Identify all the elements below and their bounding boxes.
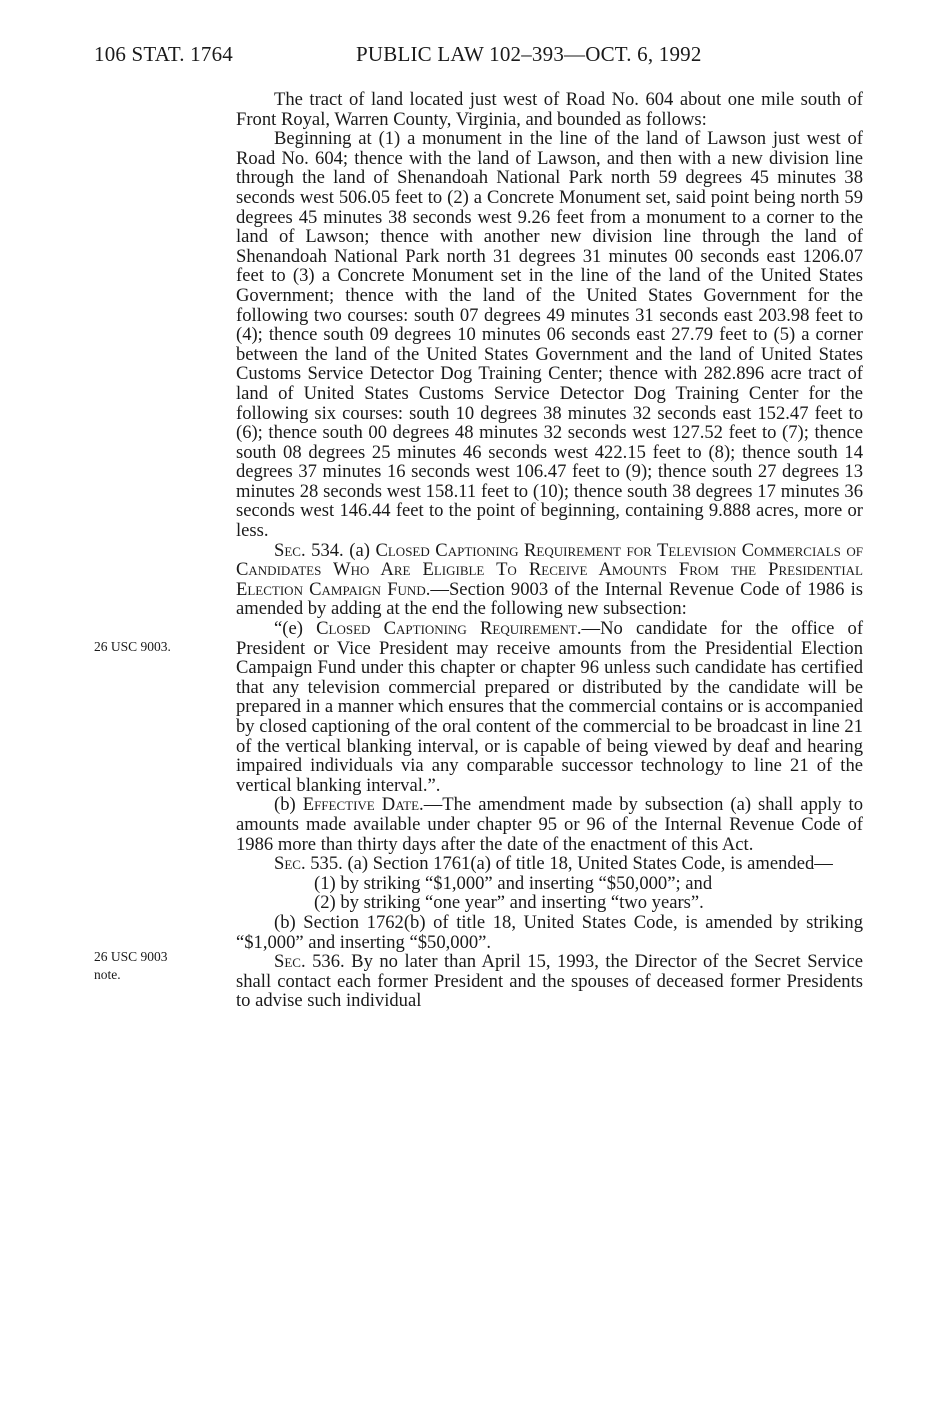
paragraph-sec-534 xyxy=(236,541,863,619)
section-label-536: Sec. 536. xyxy=(274,951,345,973)
paragraph-sec-536 xyxy=(236,952,863,1011)
subsection-e-heading: Closed Captioning Requirement. xyxy=(316,618,582,640)
page-header xyxy=(94,42,864,72)
subsection-e-prefix: “(e) xyxy=(274,618,303,640)
paragraph-sec-535-b: (b) Section 1762(b) of title 18, United States Code, is amended by striking “$1,000” and inserting “$50,000”. xyxy=(236,911,863,953)
paragraph-boundary-description: Beginning at (1) a monument in the line of the land of Lawson just west of Road No. 604; thence with the land of Lawson, and then with a new division line through the land of Shenandoah National Park north 59 degrees 45 minutes 38 seconds west 506.05 feet to (2) a Concrete Monument set, said point being north 59 degrees 45 minutes 38 seconds west 9.26 feet from a monument to a corner to the land of Lawson; thence with another new division line through the land of Shenandoah National Park north 31 degrees 31 minutes 00 seconds east 1206.07 feet to (3) a Concrete Monument set in the line of the land of the United States Government; thence with the land of the United States Government for the following two courses: south 07 degrees 49 minutes 31 seconds east 203.98 feet to (4); thence south 09 degrees 10 minutes 06 seconds east 27.79 feet to (5) a corner between the land of the United States Government and the land of United States Customs Service Detector Dog Training Center; thence with 282.896 acre tract of land of United States Customs Service Detector Dog Training Center for the following six courses: south 10 degrees 38 minutes 32 seconds east 152.47 feet to (6); thence south 00 degrees 48 minutes 32 seconds west 127.52 feet to (7); thence south 08 degrees 25 minutes 46 seconds west 422.15 feet to (8); thence south 14 degrees 37 minutes 16 seconds west 106.47 feet to (9); thence south 27 degrees 13 minutes 28 seconds west 158.11 feet to (10); thence south 38 degrees 17 minutes 36 seconds west 146.44 feet to the point of beginning, containing 9.888 acres, more or less. xyxy=(236,128,863,542)
body-text xyxy=(236,90,863,1011)
section-label-534: Sec. 534. xyxy=(274,539,344,561)
list-item-1: (1) by striking “$1,000” and inserting “$50,000”; and xyxy=(314,872,713,894)
effective-date-text: —The amendment made by subsection (a) shall apply to amounts made available under chapter 95 or 96 of the Internal Revenue Code of 1986 more than thirty days after the date of the enactment of this Act. xyxy=(236,794,863,855)
paragraph-subsection-e xyxy=(236,619,863,795)
paragraph-sec-535 xyxy=(236,854,863,874)
public-law-title: PUBLIC LAW 102–393—OCT. 6, 1992 xyxy=(356,42,702,66)
section-text-534: —Section 9003 of the Internal Revenue Code of 1986 is amended by adding at the end the following new subsection: xyxy=(236,578,863,620)
section-label-535: Sec. 535. xyxy=(274,853,343,875)
paragraph-tract-description: The tract of land located just west of Road No. 604 about one mile south of Front Royal, Warren County, Virginia, and bounded as follows: xyxy=(236,89,863,130)
subsection-b-prefix: (b) xyxy=(274,794,296,816)
margin-note-26-usc-9003-note: 26 USC 9003 note. xyxy=(94,949,168,982)
section-text-536: By no later than April 15, 1993, the Director of the Secret Service shall contact each former President and the spouses of deceased former Presidents to advise such individual xyxy=(236,951,863,1012)
effective-date-heading: Effective Date. xyxy=(302,794,424,816)
list-item-2: (2) by striking “one year” and inserting “two years”. xyxy=(314,892,704,914)
margin-note-26-usc-9003: 26 USC 9003. xyxy=(94,639,171,654)
section-text-535: (a) Section 1761(a) of title 18, United States Code, is amended— xyxy=(347,853,833,875)
subsection-e-text: —No candidate for the office of President or Vice President may receive amounts from the Presidential Election Campaign Fund under this chapter or chapter 96 unless such candidate has certified that any television commercial prepared or distributed by the candidate will be prepared in a manner which ensures that the commercial contains or is accompanied by closed captioning of the oral content of the commercial to be broadcast in line 21 of the vertical blanking interval, or is capable of being viewed by deaf and hearing impaired individuals via any comparable successor technology to line 21 of the vertical blanking interval.”. xyxy=(236,618,864,796)
section-heading-534: Closed Captioning Requirement for Television Commercials of Candidates Who Are Eligible To Receive Amounts From the Presidential Election Campaign Fund. xyxy=(236,539,864,600)
stat-page-number: 106 STAT. 1764 xyxy=(94,42,233,66)
subsection-marker: (a) xyxy=(349,539,370,561)
paragraph-effective-date xyxy=(236,795,863,854)
